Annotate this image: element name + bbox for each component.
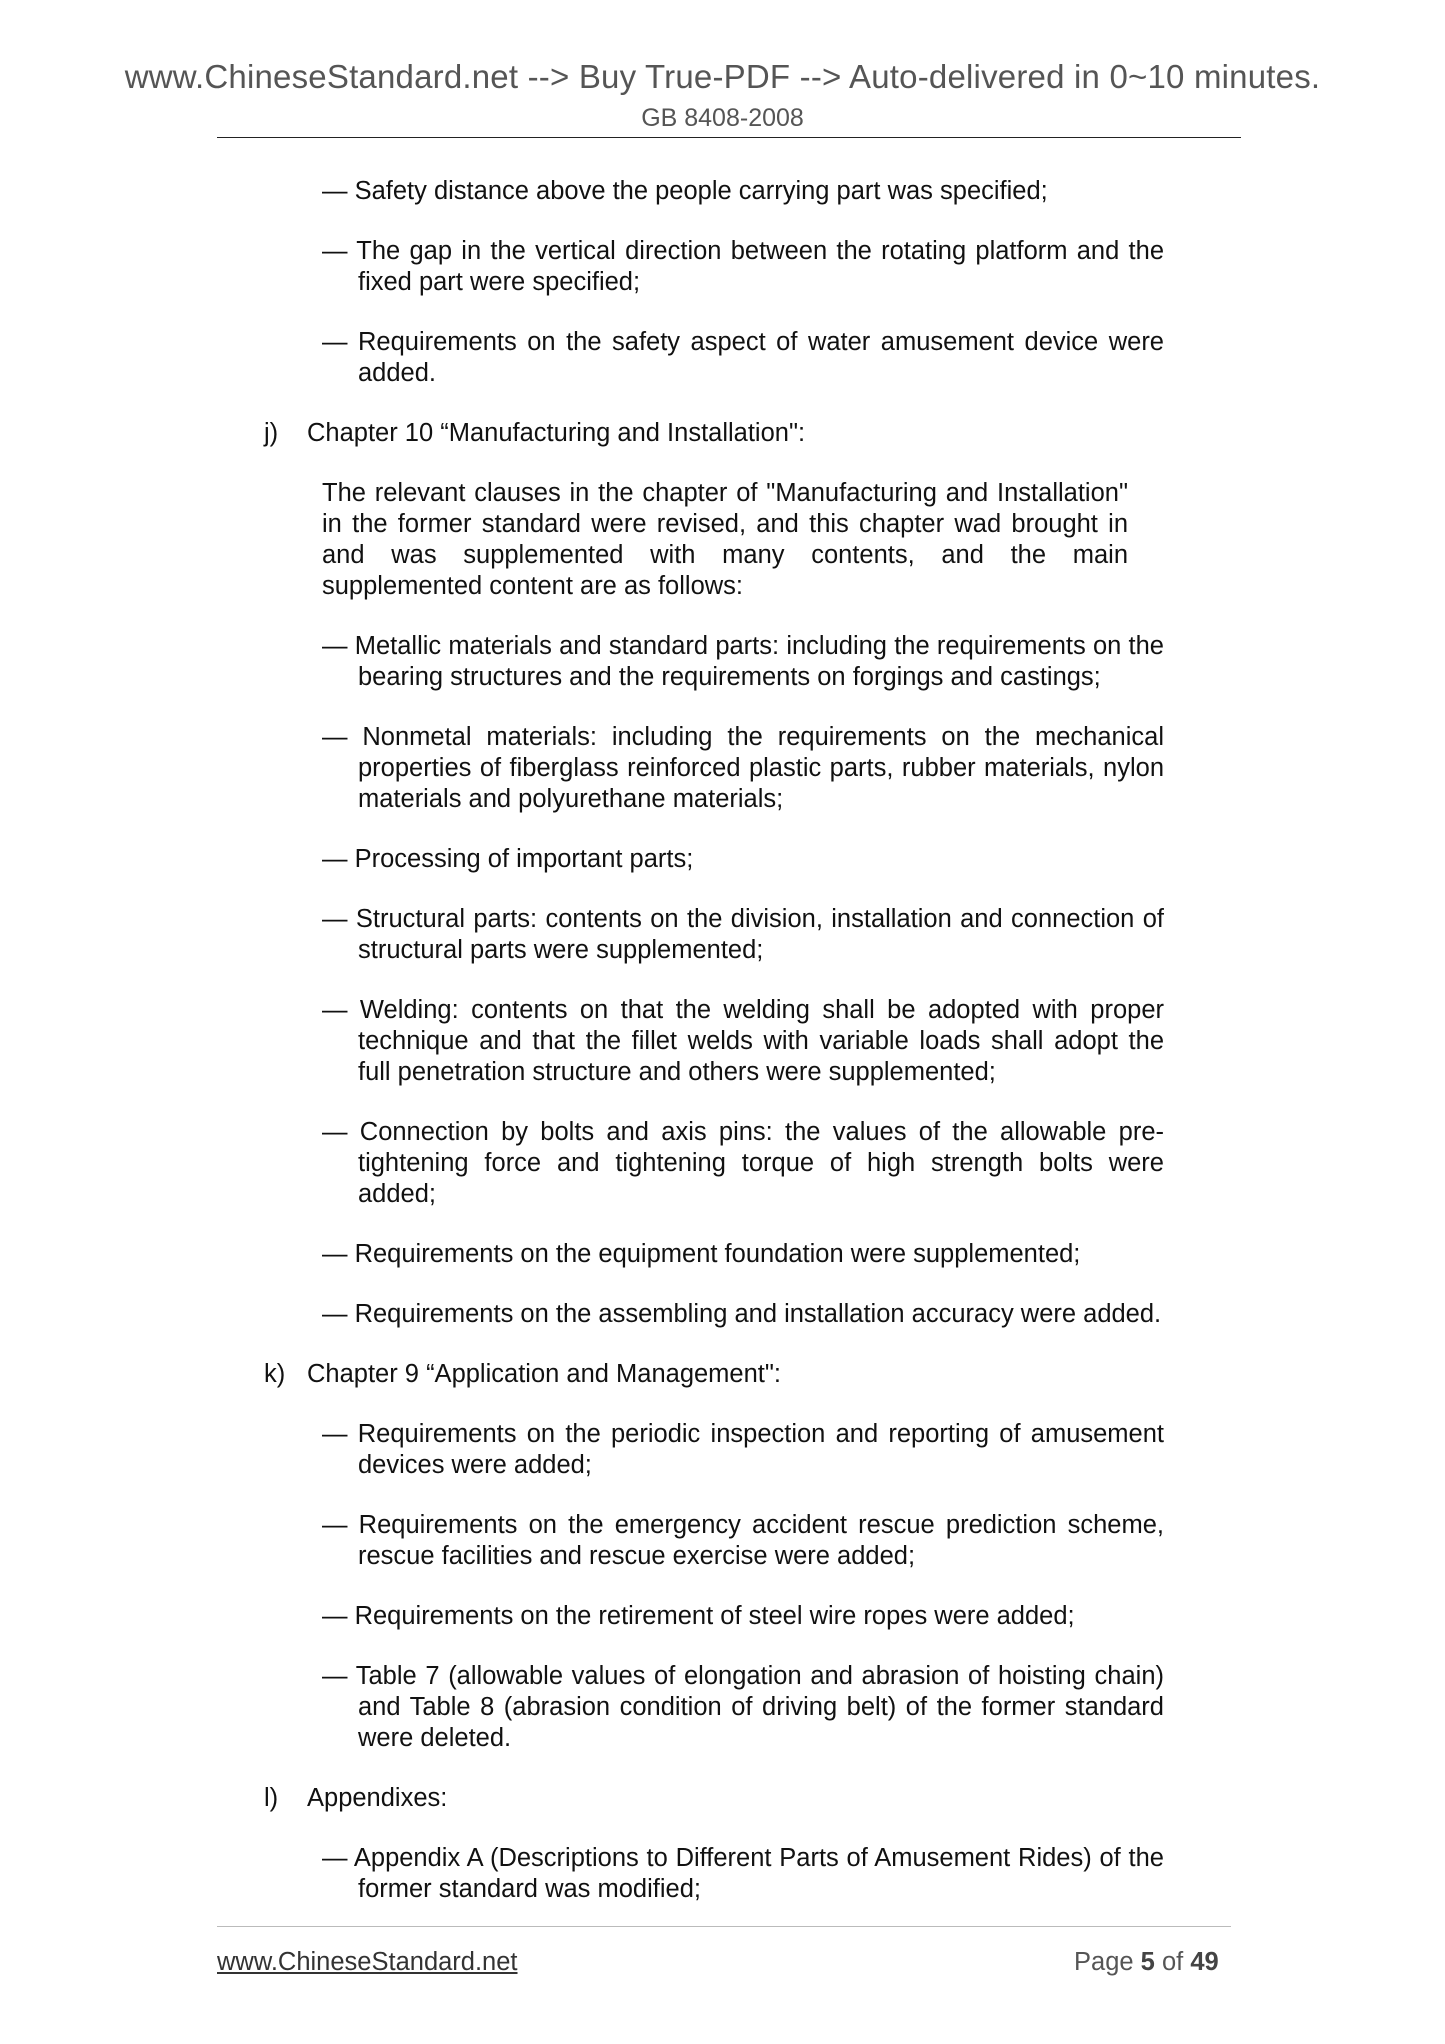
item-title: Chapter 9 “Application and Management": — [307, 1360, 782, 1388]
item-paragraph: The relevant clauses in the chapter of "Manufacturing and Installation" in the former standard were revised, and this chapter wad brought in and was supplemented with many contents, and the main supplemented content are as follows: — [322, 479, 1128, 600]
dash-item: — Nonmetal materials: including the requirements on the mechanical properties of fiberglass reinforced plastic parts, rubber materials, nylon materials and polyurethane materials; — [322, 723, 1164, 813]
item-label: l) — [264, 1784, 279, 1812]
page-number — [1074, 1948, 1219, 1977]
dash-item: — Connection by bolts and axis pins: the values of the allowable pre-tightening force and tightening torque of high strength bolts were added; — [322, 1118, 1164, 1208]
header-banner: www.ChineseStandard.net --> Buy True-PDF --> Auto-delivered in 0~10 minutes. — [124, 58, 1321, 95]
dash-item: — Requirements on the periodic inspection and reporting of amusement devices were added; — [322, 1420, 1164, 1479]
dash-item: — Table 7 (allowable values of elongation and abrasion of hoisting chain) and Table 8 (abrasion condition of driving belt) of the former standard were deleted. — [322, 1662, 1164, 1752]
page-of: of — [1161, 1948, 1184, 1976]
dash-item: — Appendix A (Descriptions to Different Parts of Amusement Rides) of the former standard was modified; — [322, 1844, 1164, 1903]
dash-item: — Metallic materials and standard parts: including the requirements on the bearing structures and the requirements on forgings and castings; — [322, 632, 1164, 691]
item-label: k) — [264, 1360, 286, 1388]
header-divider — [217, 137, 1241, 138]
dash-item: — Processing of important parts; — [322, 845, 694, 873]
standard-code: GB 8408-2008 — [641, 104, 804, 132]
dash-item: — Welding: contents on that the welding shall be adopted with proper technique and that the fillet welds with variable loads shall adopt the full penetration structure and others were supplemented; — [322, 996, 1164, 1086]
dash-item: — Requirements on the assembling and installation accuracy were added. — [322, 1300, 1162, 1328]
item-label: j) — [264, 419, 279, 447]
page-body — [217, 176, 1241, 1934]
footer-divider — [217, 1926, 1231, 1927]
list-item-j — [264, 418, 1241, 449]
item-title: Appendixes: — [307, 1784, 448, 1812]
page-prefix: Page — [1074, 1948, 1134, 1976]
dash-item: — Requirements on the retirement of steel wire ropes were added; — [322, 1602, 1075, 1630]
dash-item: — Structural parts: contents on the division, installation and connection of structural parts were supplemented; — [322, 905, 1164, 964]
footer-site-link[interactable]: www.ChineseStandard.net — [217, 1948, 518, 1976]
dash-item: — Safety distance above the people carrying part was specified; — [322, 177, 1048, 205]
dash-item: — Requirements on the emergency accident rescue prediction scheme, rescue facilities and rescue exercise were added; — [322, 1511, 1164, 1570]
item-title: Chapter 10 “Manufacturing and Installation": — [307, 419, 806, 447]
list-item-k — [264, 1359, 1241, 1390]
dash-item: — Requirements on the equipment foundation were supplemented; — [322, 1240, 1081, 1268]
page-current: 5 — [1140, 1948, 1155, 1976]
list-item-l — [264, 1783, 1241, 1814]
dash-item: — Requirements on the safety aspect of water amusement device were added. — [322, 328, 1164, 387]
dash-item: — The gap in the vertical direction between the rotating platform and the fixed part were specified; — [322, 237, 1164, 296]
page-total: 49 — [1190, 1948, 1219, 1976]
